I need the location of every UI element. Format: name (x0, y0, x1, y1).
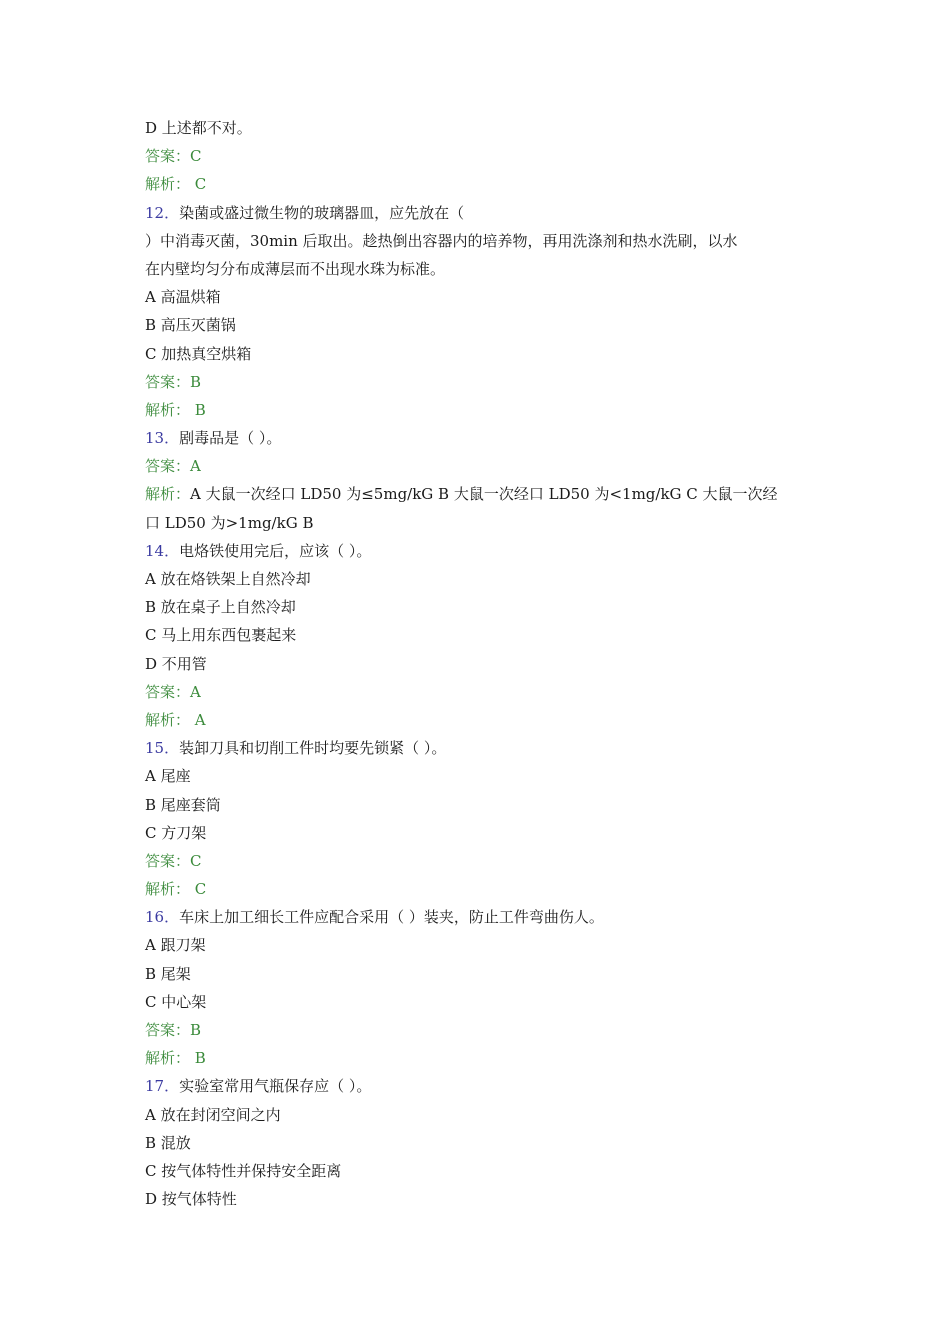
analysis-line: 解析： B (145, 400, 206, 419)
option-line: B 放在桌子上自然冷却 (145, 598, 296, 617)
answer-line: 答案：B (145, 1021, 202, 1039)
option-line: B 高压灭菌锅 (145, 316, 236, 335)
option-line: C 加热真空烘箱 (145, 344, 252, 363)
option-line: A 放在封闭空间之内 (145, 1105, 281, 1124)
question-line (145, 1072, 825, 1100)
question-text: 装卸刀具和切削工件时均要先锁紧（ ）。 (179, 739, 447, 758)
question-line (145, 199, 825, 227)
analysis-line: 解析： B (145, 1049, 206, 1068)
option-line: D 上述都不对。 (145, 119, 252, 137)
analysis-text: A 大鼠一次经口 LD50 为≤5mg/kG B 大鼠一次经口 LD50 为<1mg/kG C 大鼠一次经 (190, 485, 778, 504)
analysis-line (145, 480, 825, 508)
answer-line: 答案：C (145, 147, 202, 166)
text-line: 在内壁均匀分布成薄层而不出现水珠为标准。 (145, 259, 446, 278)
analysis-line: 解析： C (145, 880, 207, 899)
question-line (145, 537, 825, 565)
text-line: 口 LD50 为>1mg/kG B (145, 513, 314, 532)
option-line: A 尾座 (145, 767, 191, 786)
question-line (145, 424, 825, 452)
option-line: C 按气体特性并保持安全距离 (145, 1161, 342, 1180)
question-line (145, 734, 825, 762)
analysis-line: 解析： A (145, 710, 206, 729)
option-line: C 方刀架 (145, 823, 207, 842)
analysis-line: 解析： C (145, 175, 207, 194)
option-line: D 不用管 (145, 654, 207, 673)
option-line: A 跟刀架 (145, 936, 206, 955)
question-number: 14． (145, 541, 180, 560)
answer-line: 答案：A (145, 457, 201, 476)
question-text: 车床上加工细长工件应配合采用（ ）装夹，防止工件弯曲伤人。 (179, 908, 604, 927)
option-line: D 按气体特性 (145, 1190, 237, 1209)
question-text: 剧毒品是（ ）。 (179, 429, 282, 448)
option-line: A 放在烙铁架上自然冷却 (145, 570, 311, 588)
option-line: C 中心架 (145, 992, 207, 1011)
question-text: 电烙铁使用完后，应该（ ）。 (179, 541, 372, 560)
question-text: 实验室常用气瓶保存应（ ）。 (179, 1077, 372, 1096)
question-number: 17． (145, 1077, 180, 1096)
option-line: B 尾架 (145, 964, 191, 983)
document-page (145, 114, 825, 1213)
text-line: ）中消毒灭菌，30min 后取出。趁热倒出容器内的培养物，再用洗涤剂和热水洗刷，以水 (145, 231, 738, 250)
question-number: 13． (145, 429, 180, 448)
answer-line: 答案：C (145, 851, 202, 870)
option-line: C 马上用东西包裹起来 (145, 626, 297, 645)
question-number: 16． (145, 908, 180, 927)
analysis-label: 解析： (145, 485, 191, 504)
option-line: B 混放 (145, 1133, 191, 1152)
question-number: 15． (145, 739, 180, 758)
answer-line: 答案：A (145, 682, 201, 701)
option-line: B 尾座套筒 (145, 795, 221, 814)
question-line (145, 903, 825, 931)
answer-line: 答案：B (145, 372, 202, 391)
question-text: 染菌或盛过微生物的玻璃器皿，应先放在（ (179, 203, 465, 222)
option-line: A 高温烘箱 (145, 288, 221, 307)
question-number: 12． (145, 203, 180, 222)
